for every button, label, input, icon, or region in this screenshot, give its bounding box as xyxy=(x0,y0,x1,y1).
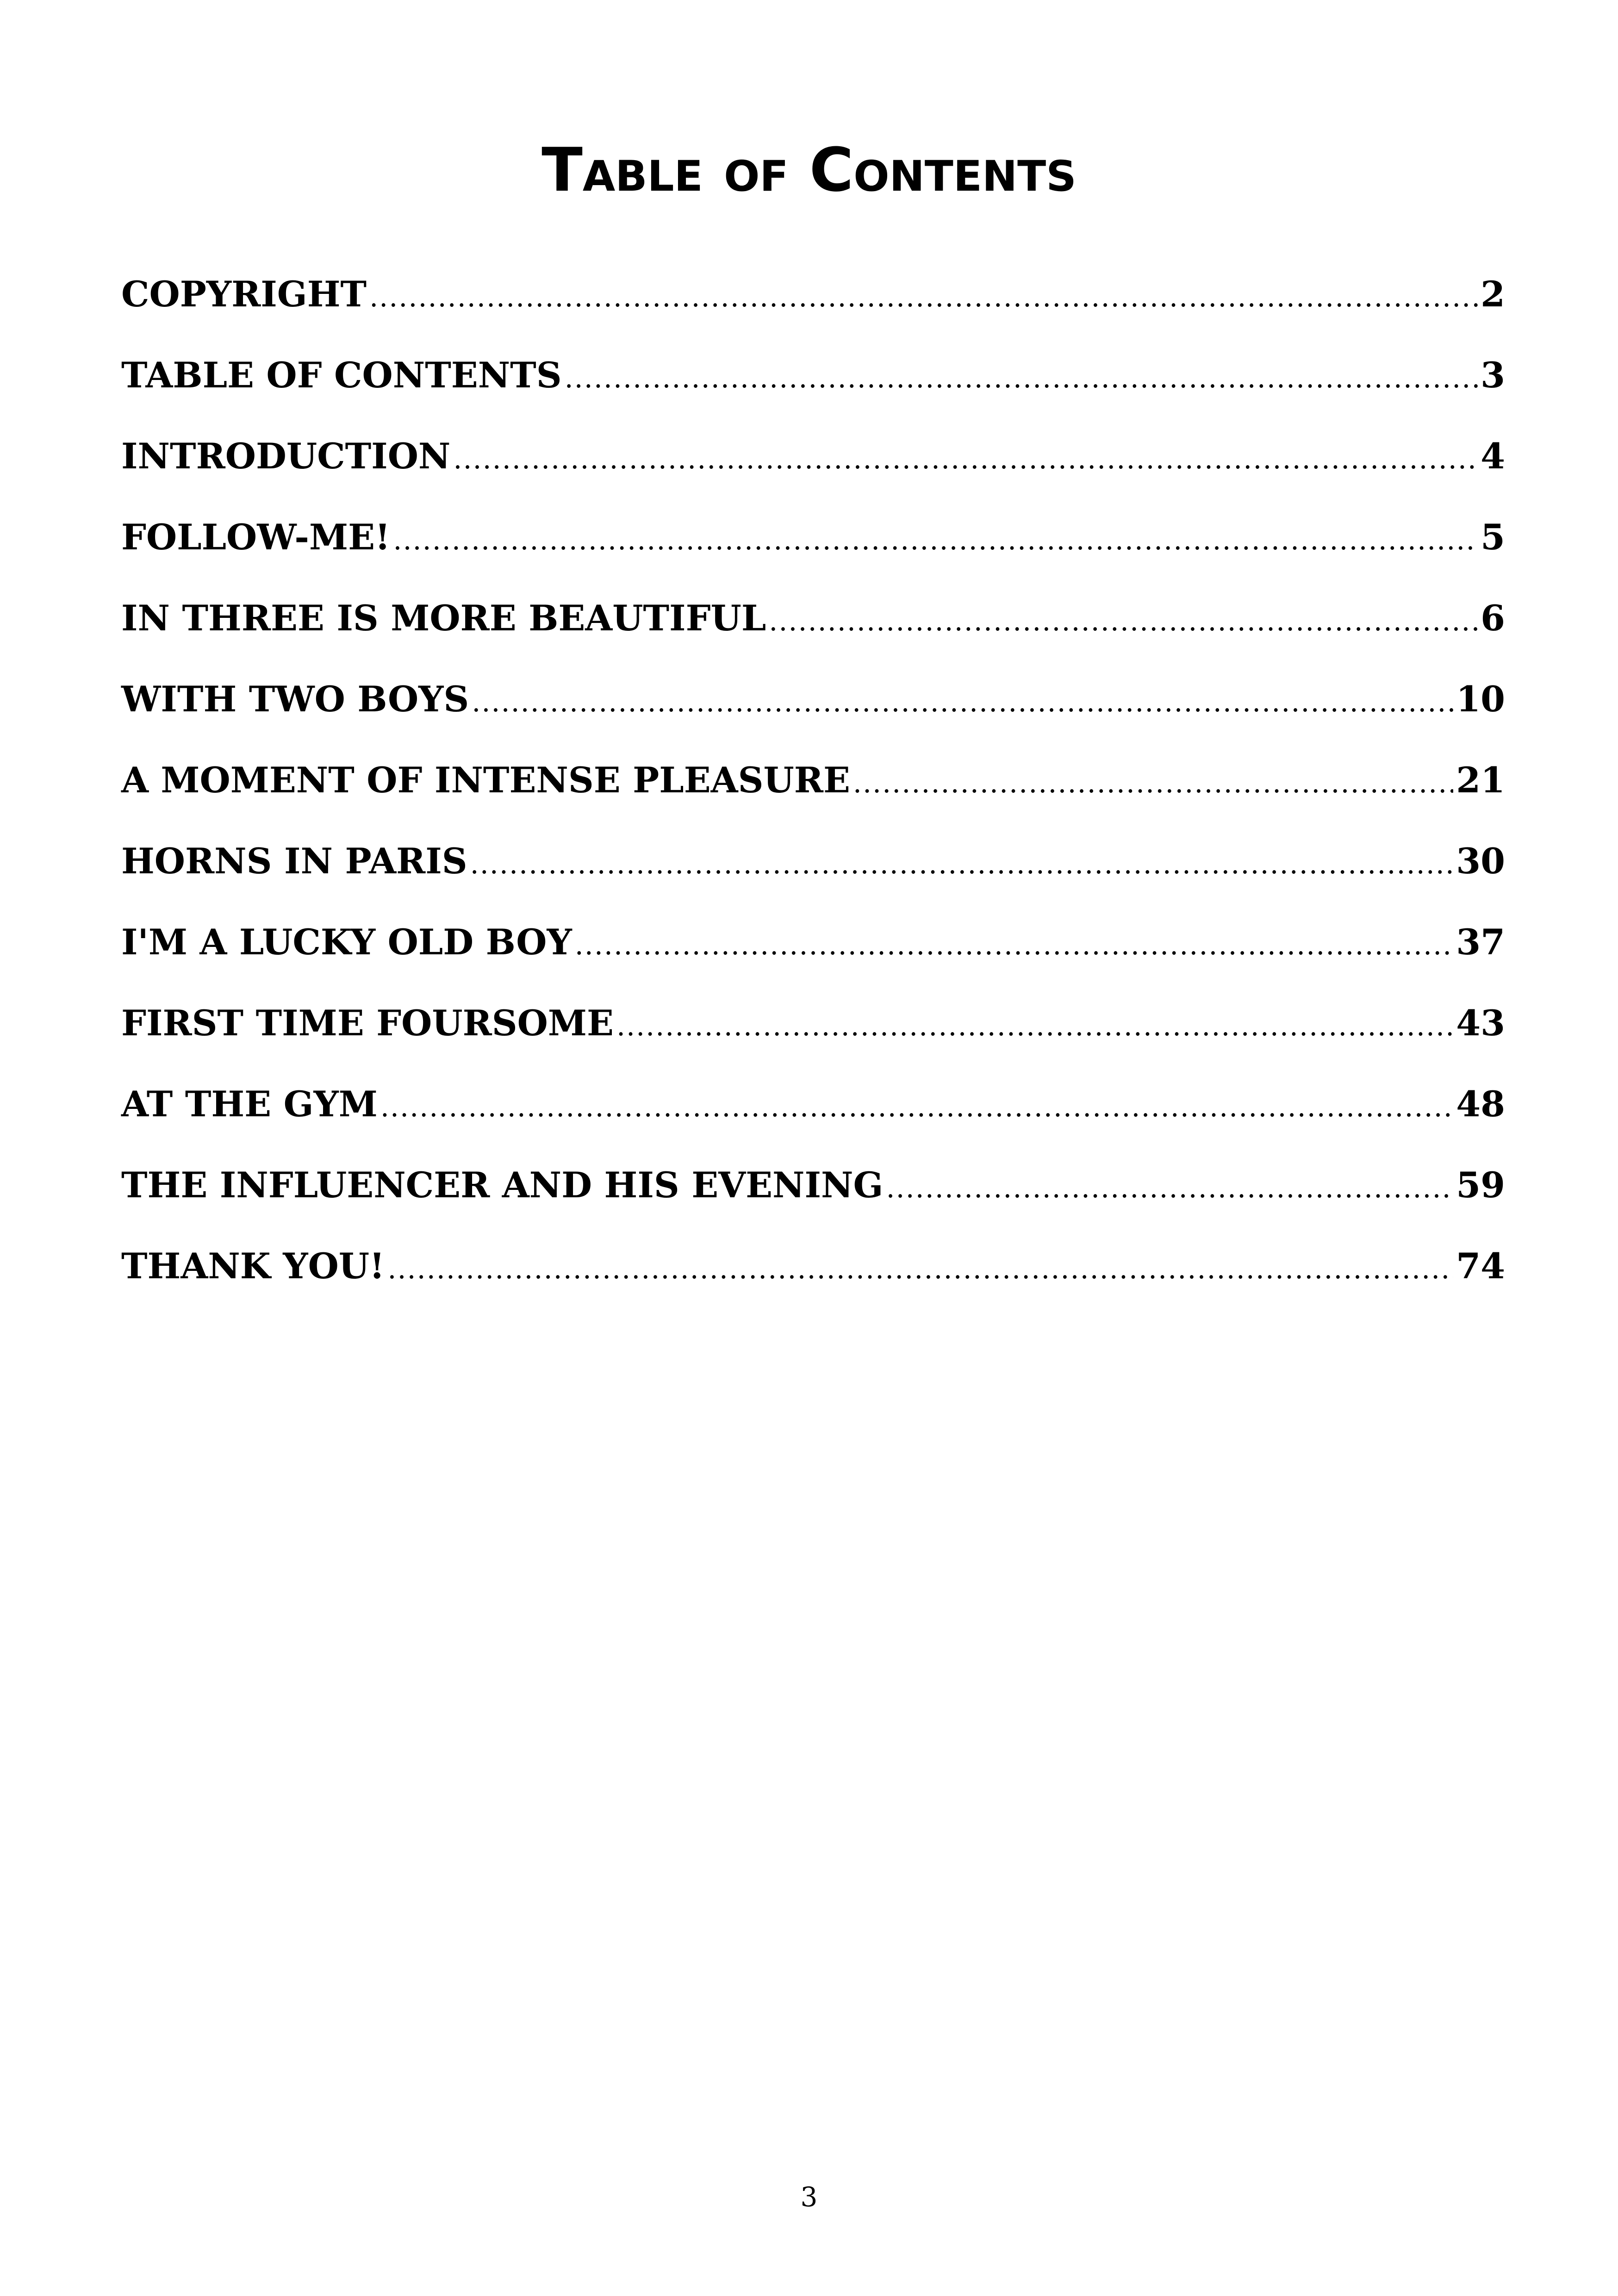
toc-entry-the-influencer-and-his-evening[interactable] xyxy=(121,1164,1505,1249)
dot-leader xyxy=(565,364,1478,392)
toc-entry-page: 3 xyxy=(1481,355,1505,396)
toc-entry-title: A MOMENT OF INTENSE PLEASURE xyxy=(121,759,850,801)
dot-leader xyxy=(369,283,1478,311)
toc-entry-im-a-lucky-old-boy[interactable] xyxy=(121,921,1505,1006)
dot-leader xyxy=(886,1174,1453,1202)
toc-entry-in-three-is-more-beautiful[interactable] xyxy=(121,597,1505,682)
toc-entry-title: WITH TWO BOYS xyxy=(121,678,469,720)
toc-entry-page: 5 xyxy=(1481,516,1505,558)
dot-leader xyxy=(453,445,1478,473)
toc-entry-page: 6 xyxy=(1481,597,1505,639)
toc-entry-title: AT THE GYM xyxy=(121,1083,378,1125)
toc-entry-page: 30 xyxy=(1456,840,1505,882)
toc-entry-thank-you[interactable] xyxy=(121,1245,1505,1330)
dot-leader xyxy=(472,688,1453,716)
toc-entry-title: THANK YOU! xyxy=(121,1245,385,1287)
dot-leader xyxy=(380,1093,1453,1121)
toc-entry-title: IN THREE IS MORE BEAUTIFUL xyxy=(121,597,766,639)
toc-entry-table-of-contents[interactable] xyxy=(121,355,1505,439)
toc-entry-with-two-boys[interactable] xyxy=(121,678,1505,763)
toc-entry-introduction[interactable] xyxy=(121,436,1505,520)
toc-entry-page: 2 xyxy=(1481,274,1505,315)
toc-entry-title: FIRST TIME FOURSOME xyxy=(121,1002,614,1044)
toc-entry-a-moment-of-intense-pleasure[interactable] xyxy=(121,759,1505,844)
toc-entry-title: TABLE OF CONTENTS xyxy=(121,355,562,396)
toc-entry-at-the-gym[interactable] xyxy=(121,1083,1505,1168)
toc-entry-title: INTRODUCTION xyxy=(121,436,451,477)
toc-entry-first-time-foursome[interactable] xyxy=(121,1002,1505,1087)
dot-leader xyxy=(575,931,1454,959)
dot-leader xyxy=(393,526,1478,554)
toc-entry-page: 21 xyxy=(1456,759,1505,801)
toc-entry-title: COPYRIGHT xyxy=(121,274,367,315)
dot-leader xyxy=(470,850,1454,878)
toc-entry-page: 43 xyxy=(1456,1002,1505,1044)
toc-entry-page: 4 xyxy=(1481,436,1505,477)
toc-entry-page: 59 xyxy=(1456,1164,1505,1206)
toc-entry-follow-me[interactable] xyxy=(121,516,1505,601)
page-title: Table of Contents xyxy=(541,135,1077,205)
toc-entry-title: I'M A LUCKY OLD BOY xyxy=(121,921,572,963)
page-number: 3 xyxy=(800,2181,818,2213)
table-of-contents xyxy=(121,274,1505,1330)
toc-entry-page: 74 xyxy=(1456,1245,1505,1287)
dot-leader xyxy=(387,1255,1453,1283)
toc-entry-page: 48 xyxy=(1456,1083,1505,1125)
toc-entry-page: 10 xyxy=(1456,678,1505,720)
toc-entry-title: THE INFLUENCER AND HIS EVENING xyxy=(121,1164,884,1206)
toc-entry-horns-in-paris[interactable] xyxy=(121,840,1505,925)
dot-leader xyxy=(853,769,1453,797)
toc-entry-copyright[interactable] xyxy=(121,274,1505,358)
toc-entry-title: FOLLOW-ME! xyxy=(121,516,391,558)
dot-leader xyxy=(769,607,1478,635)
toc-entry-page: 37 xyxy=(1456,921,1505,963)
toc-entry-title: HORNS IN PARIS xyxy=(121,840,467,882)
dot-leader xyxy=(616,1012,1453,1040)
